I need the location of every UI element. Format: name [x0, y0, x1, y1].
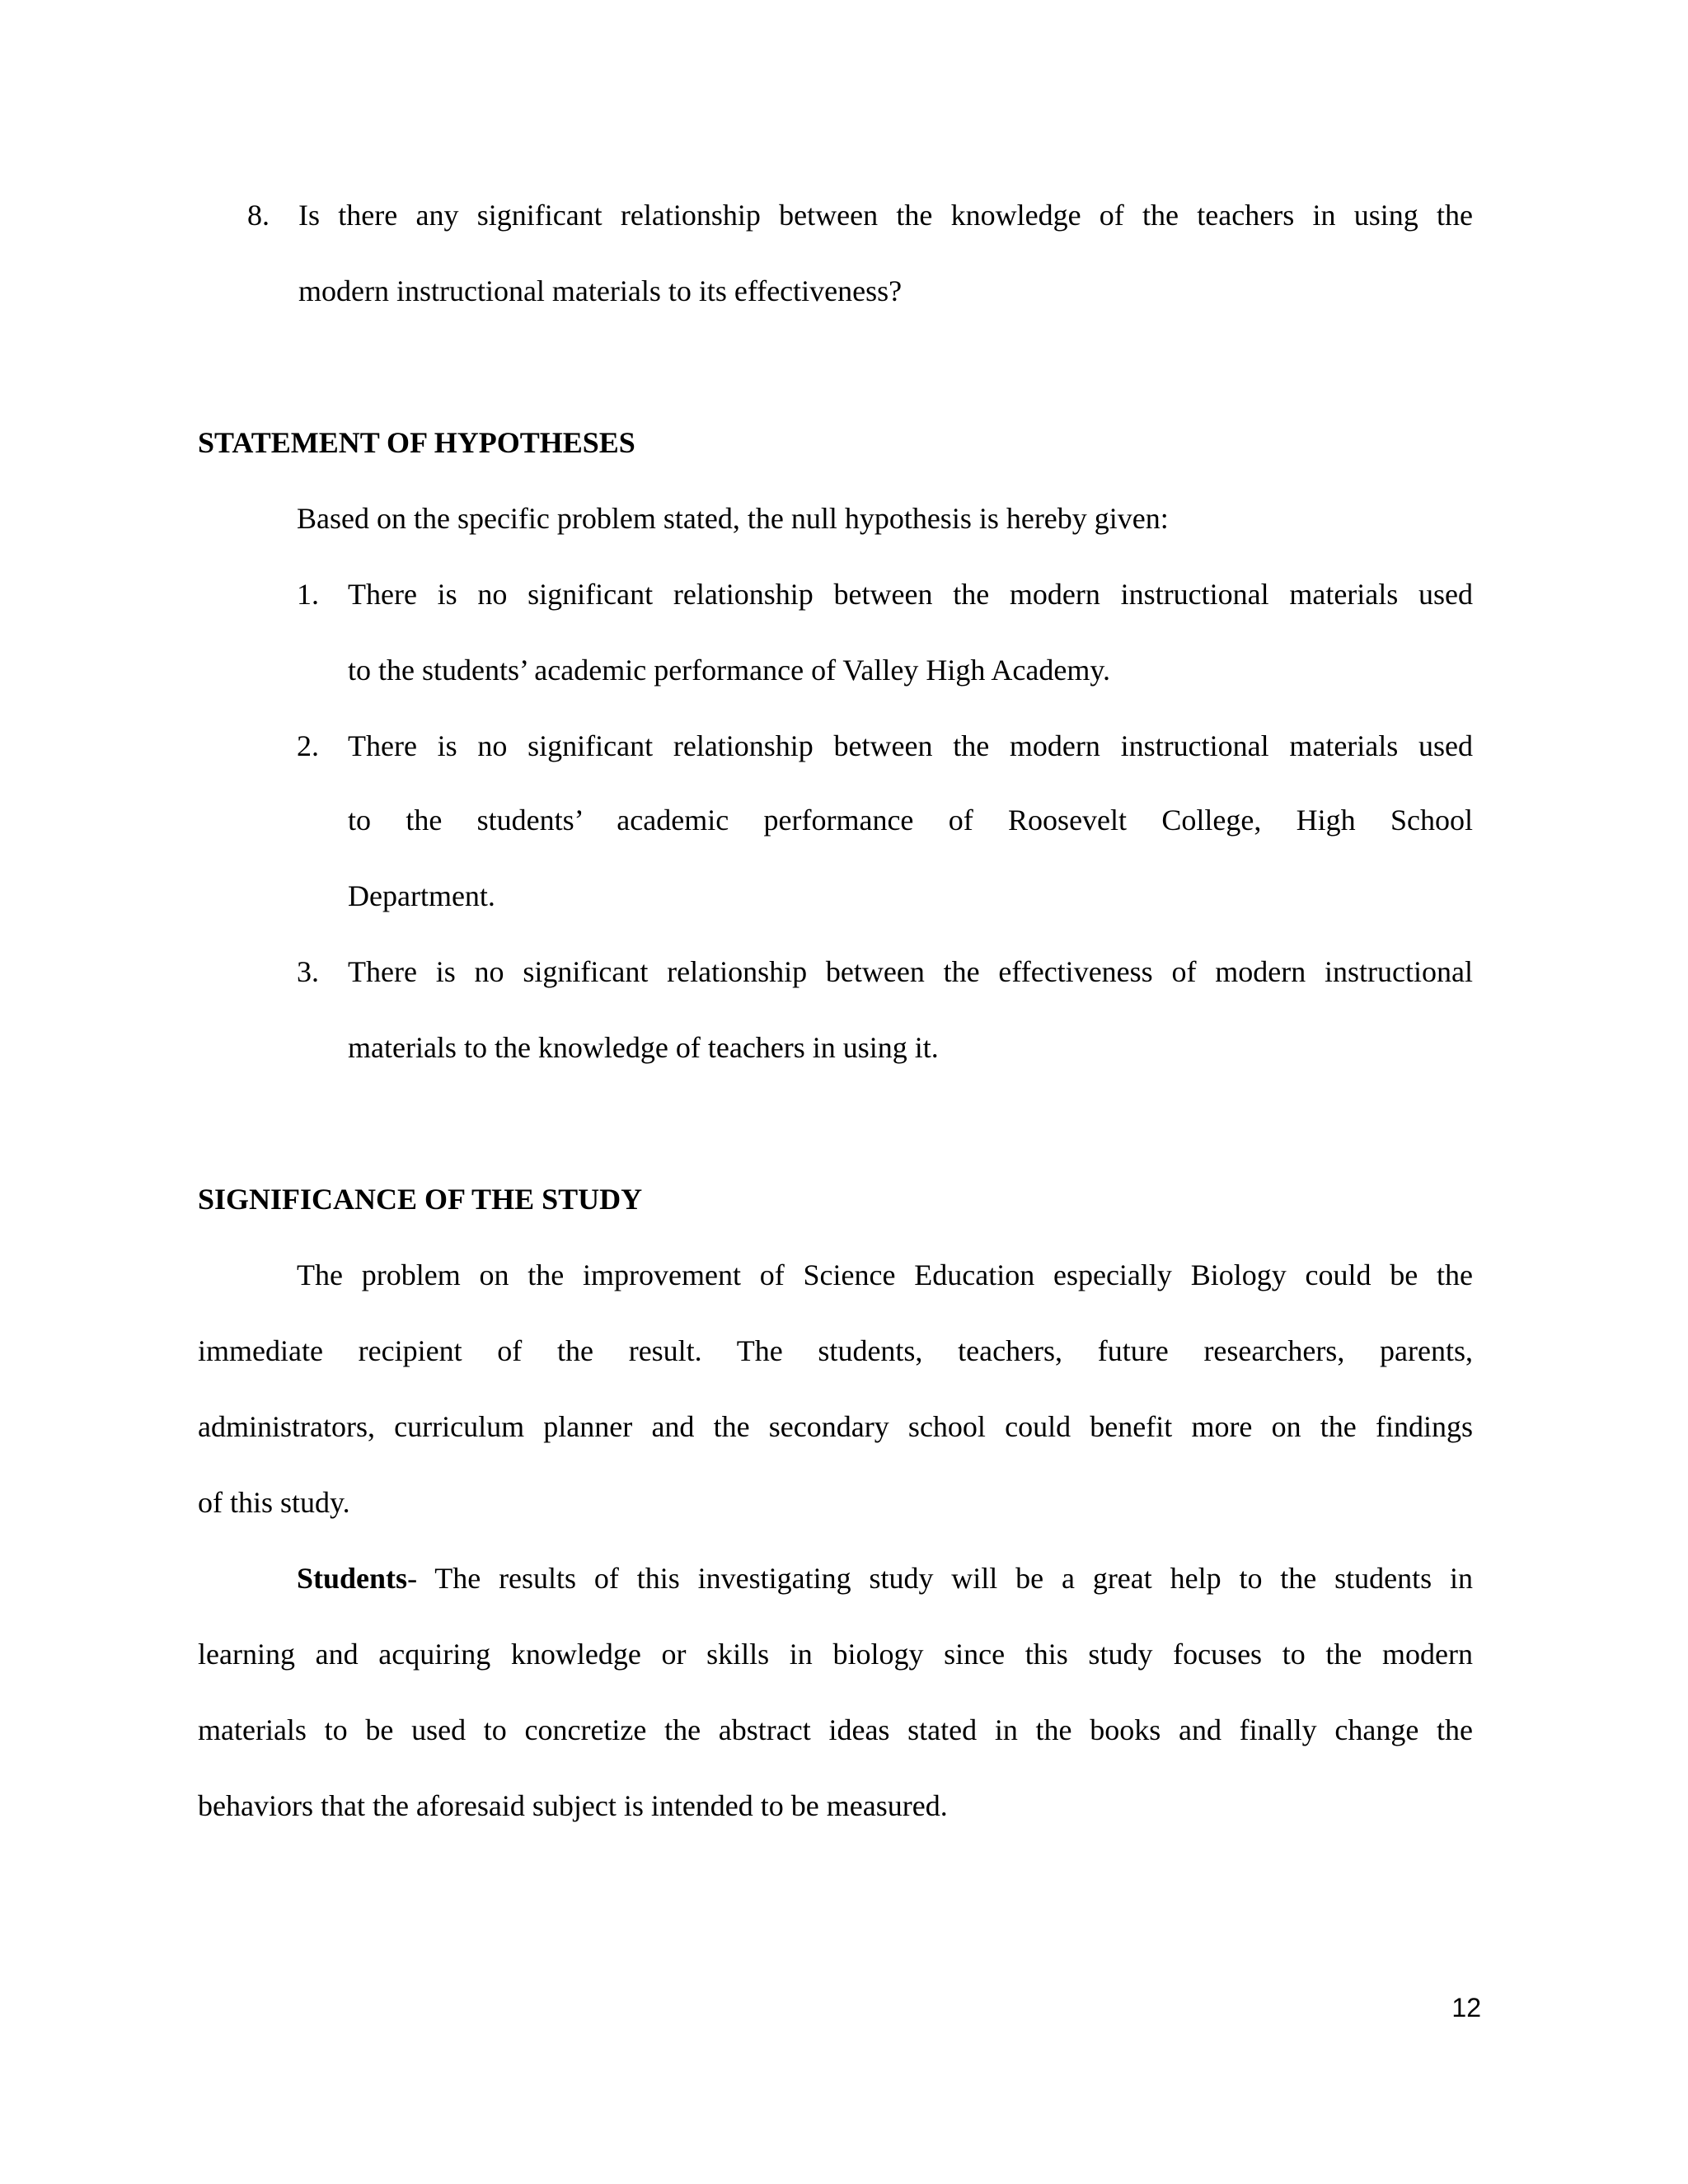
paragraph-line: behaviors that the aforesaid subject is intended to be measured.: [198, 1789, 948, 1822]
hypothesis-line-1: There is no significant relationship between the modern instructional materials used: [348, 578, 1473, 611]
question-line-1: Is there any significant relationship between the knowledge of the teachers in using the: [298, 199, 1473, 232]
list-number: 3.: [297, 955, 319, 988]
paragraph-line: learning and acquiring knowledge or skills in biology since this study focuses to the modern: [198, 1638, 1473, 1671]
paragraph-line: materials to be used to concretize the abstract ideas stated in the books and finally change the: [198, 1713, 1473, 1746]
paragraph-line: administrators, curriculum planner and the secondary school could benefit more on the findings: [198, 1410, 1473, 1443]
hypothesis-line-2: to the students’ academic performance of Valley High Academy.: [348, 654, 1110, 687]
hypothesis-line-1: There is no significant relationship between the effectiveness of modern instructional: [348, 955, 1473, 988]
section-heading-significance: SIGNIFICANCE OF THE STUDY: [198, 1183, 643, 1216]
section-heading-hypotheses: STATEMENT OF HYPOTHESES: [198, 426, 635, 459]
paragraph-line: immediate recipient of the result. The students, teachers, future researchers, parents,: [198, 1334, 1473, 1367]
hypothesis-line-2: materials to the knowledge of teachers in using it.: [348, 1031, 939, 1064]
list-number: 1.: [297, 578, 319, 611]
paragraph-line: [297, 1540, 1473, 1616]
question-line-2: modern instructional materials to its effectiveness?: [298, 274, 903, 307]
paragraph-line: of this study.: [198, 1486, 350, 1519]
list-number: 8.: [247, 199, 270, 232]
hypothesis-line-2: to the students’ academic performance of Roosevelt College, High School: [348, 804, 1473, 837]
paragraph-line-rest: - The results of this investigating study will be a great help to the students in: [407, 1562, 1473, 1595]
page-number: 12: [1451, 1993, 1481, 2022]
paragraph-line: The problem on the improvement of Science Education especially Biology could be the: [297, 1258, 1473, 1291]
students-lead-term: Students: [297, 1562, 408, 1595]
list-number: 2.: [297, 729, 319, 762]
hypotheses-intro: Based on the specific problem stated, the null hypothesis is hereby given:: [297, 502, 1169, 535]
hypothesis-line-3: Department.: [348, 879, 495, 912]
hypothesis-line-1: There is no significant relationship between the modern instructional materials used: [348, 729, 1473, 762]
